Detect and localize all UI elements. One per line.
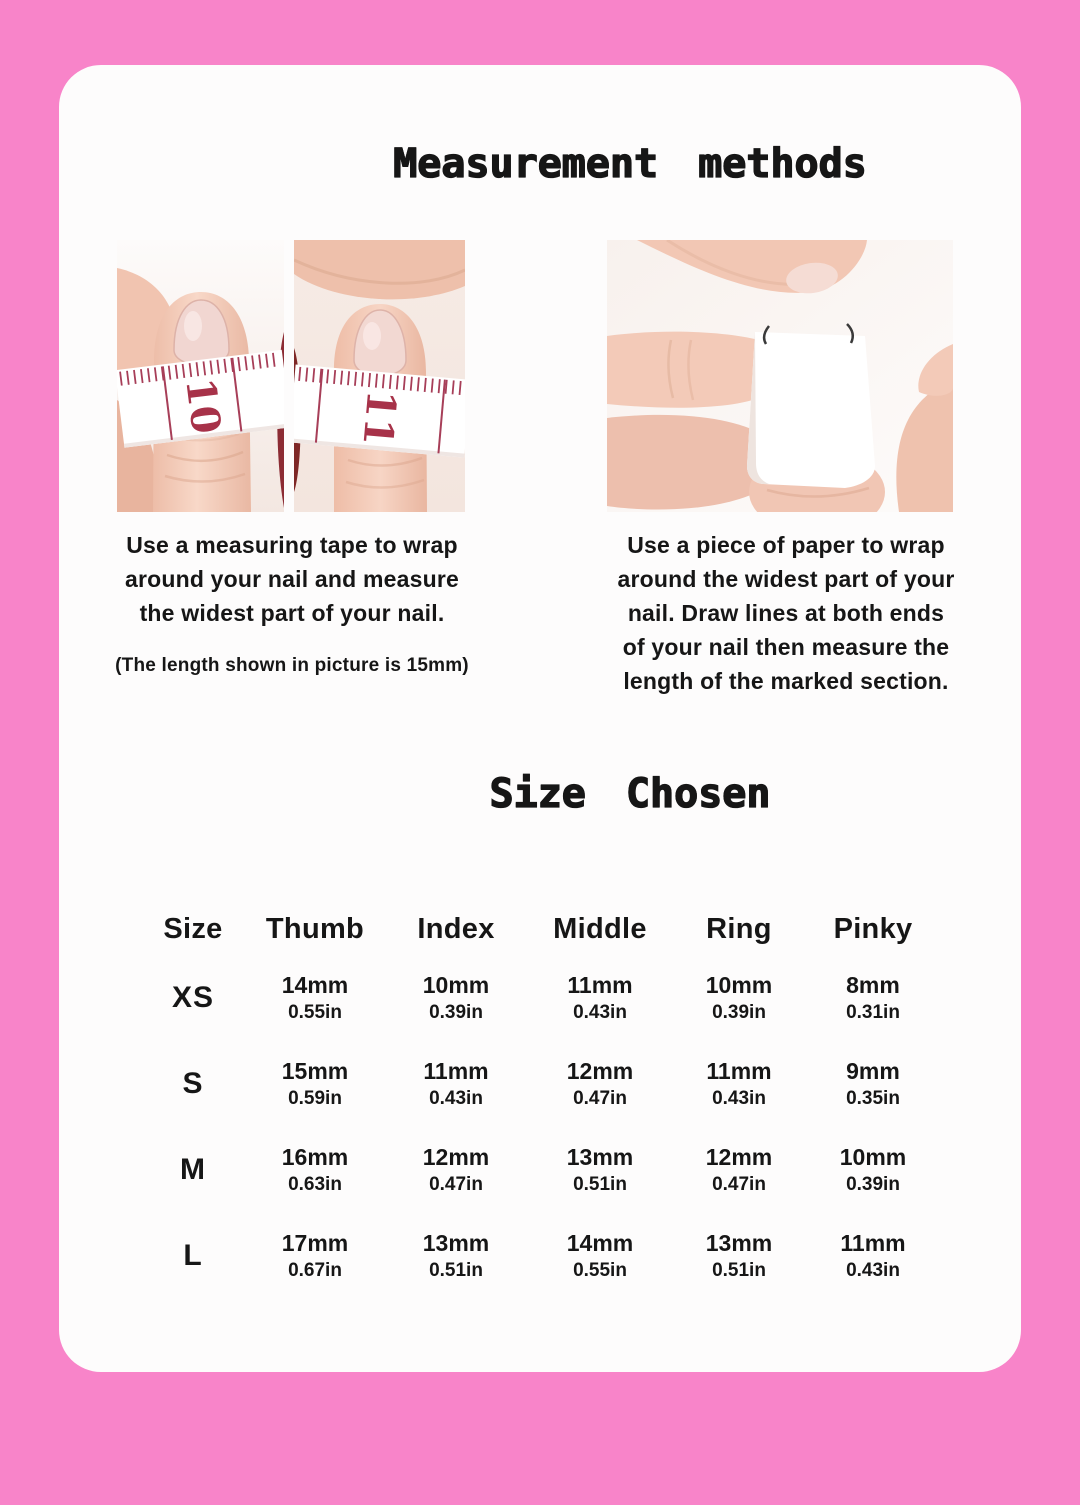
column-header-thumb: Thumb — [265, 912, 365, 945]
measurement-cell — [383, 972, 529, 1025]
caption-line: around your nail and measure — [124, 566, 460, 592]
tape-number-11: 11 — [353, 388, 406, 448]
measurement-cell — [247, 1144, 383, 1197]
table-row — [139, 1041, 939, 1127]
photos-row — [59, 240, 1021, 512]
mm-value: 8mm — [846, 971, 900, 998]
nail-size-infographic — [0, 65, 1080, 1372]
size-table — [139, 903, 939, 1299]
column-header-size: Size — [163, 912, 223, 945]
table-row — [139, 1213, 939, 1299]
mm-value: 13mm — [422, 1229, 490, 1256]
mm-value: 11mm — [840, 1229, 906, 1256]
inch-value: 0.39in — [846, 1173, 900, 1195]
inch-value: 0.43in — [846, 1259, 900, 1281]
table-row — [139, 955, 939, 1041]
inch-value: 0.59in — [288, 1087, 342, 1109]
measurement-cell — [383, 1058, 529, 1111]
size-section-title: Size Chosen — [489, 771, 771, 817]
measurement-cell — [529, 1230, 671, 1283]
mm-value: 15mm — [281, 1057, 349, 1084]
tape-method-caption — [102, 528, 482, 678]
inch-value: 0.55in — [573, 1259, 627, 1281]
inch-value: 0.35in — [846, 1087, 900, 1109]
tape-measure-photo-2 — [294, 240, 465, 512]
tape-measure-photos — [117, 240, 465, 512]
mm-value: 12mm — [705, 1143, 773, 1170]
measurement-cell — [383, 1230, 529, 1283]
inch-value: 0.31in — [846, 1001, 900, 1023]
inch-value: 0.39in — [712, 1001, 766, 1023]
size-label: M — [180, 1153, 206, 1186]
caption-line: around the widest part of your — [617, 566, 955, 592]
paper-method-caption — [586, 528, 986, 698]
caption-line: the widest part of your nail. — [139, 600, 445, 626]
inch-value: 0.43in — [712, 1087, 766, 1109]
measurement-cell — [529, 1144, 671, 1197]
caption-line: Use a measuring tape to wrap — [126, 532, 458, 558]
mm-value: 13mm — [705, 1229, 773, 1256]
paper-strip — [747, 332, 875, 488]
size-label: S — [182, 1067, 204, 1100]
inch-value: 0.51in — [429, 1259, 483, 1281]
mm-value: 11mm — [567, 971, 633, 998]
table-row — [139, 1127, 939, 1213]
column-header-pinky: Pinky — [833, 912, 913, 945]
caption-line: of your nail then measure the — [622, 634, 950, 660]
caption-line: nail. Draw lines at both ends — [627, 600, 945, 626]
mm-value: 9mm — [846, 1057, 900, 1084]
measurement-cell — [671, 972, 807, 1025]
mm-value: 14mm — [566, 1229, 634, 1256]
caption-line: Use a piece of paper to wrap — [627, 532, 945, 558]
measurement-cell — [247, 972, 383, 1025]
column-header-middle: Middle — [553, 912, 647, 945]
measurement-cell — [671, 1144, 807, 1197]
inch-value: 0.47in — [712, 1173, 766, 1195]
column-header-index: Index — [417, 912, 495, 945]
mm-value: 10mm — [422, 971, 490, 998]
paper-measure-photo — [607, 240, 953, 512]
mm-value: 10mm — [839, 1143, 907, 1170]
inch-value: 0.51in — [712, 1259, 766, 1281]
inch-value: 0.47in — [573, 1087, 627, 1109]
size-table-body — [139, 955, 939, 1299]
measurement-cell — [247, 1058, 383, 1111]
inch-value: 0.43in — [429, 1087, 483, 1109]
measurement-cell — [383, 1144, 529, 1197]
measurement-cell — [807, 1230, 939, 1283]
mm-value: 17mm — [281, 1229, 349, 1256]
measurement-cell — [529, 1058, 671, 1111]
measurement-cell — [807, 1058, 939, 1111]
mm-value: 14mm — [281, 971, 349, 998]
mm-value: 12mm — [566, 1057, 634, 1084]
mm-value: 10mm — [705, 971, 773, 998]
caption-line: length of the marked section. — [623, 668, 949, 694]
mm-value: 16mm — [281, 1143, 349, 1170]
size-table-header — [139, 903, 939, 955]
mm-value: 13mm — [566, 1143, 634, 1170]
size-label: L — [183, 1239, 203, 1272]
mm-value: 11mm — [706, 1057, 772, 1084]
inch-value: 0.63in — [288, 1173, 342, 1195]
column-header-ring: Ring — [706, 912, 772, 945]
measurement-cell — [807, 1144, 939, 1197]
inch-value: 0.55in — [288, 1001, 342, 1023]
captions-row — [59, 528, 1021, 763]
tape-measure-photo-1 — [117, 240, 284, 512]
measurement-cell — [529, 972, 671, 1025]
measurement-cell — [671, 1230, 807, 1283]
tape-length-note: (The length shown in picture is 15mm) — [115, 655, 469, 676]
mm-value: 11mm — [423, 1057, 489, 1084]
inch-value: 0.51in — [573, 1173, 627, 1195]
measurement-cell — [671, 1058, 807, 1111]
mm-value: 12mm — [422, 1143, 490, 1170]
size-label: XS — [171, 981, 215, 1014]
inch-value: 0.67in — [288, 1259, 342, 1281]
inch-value: 0.47in — [429, 1173, 483, 1195]
measuring-tape — [294, 365, 465, 458]
page-title: Measurement methods — [393, 141, 867, 187]
content-card — [59, 65, 1021, 1372]
measurement-cell — [247, 1230, 383, 1283]
inch-value: 0.43in — [573, 1001, 627, 1023]
paper-photo-svg — [607, 240, 953, 512]
measurement-cell — [807, 972, 939, 1025]
tape-number-10: 10 — [176, 375, 230, 437]
inch-value: 0.39in — [429, 1001, 483, 1023]
